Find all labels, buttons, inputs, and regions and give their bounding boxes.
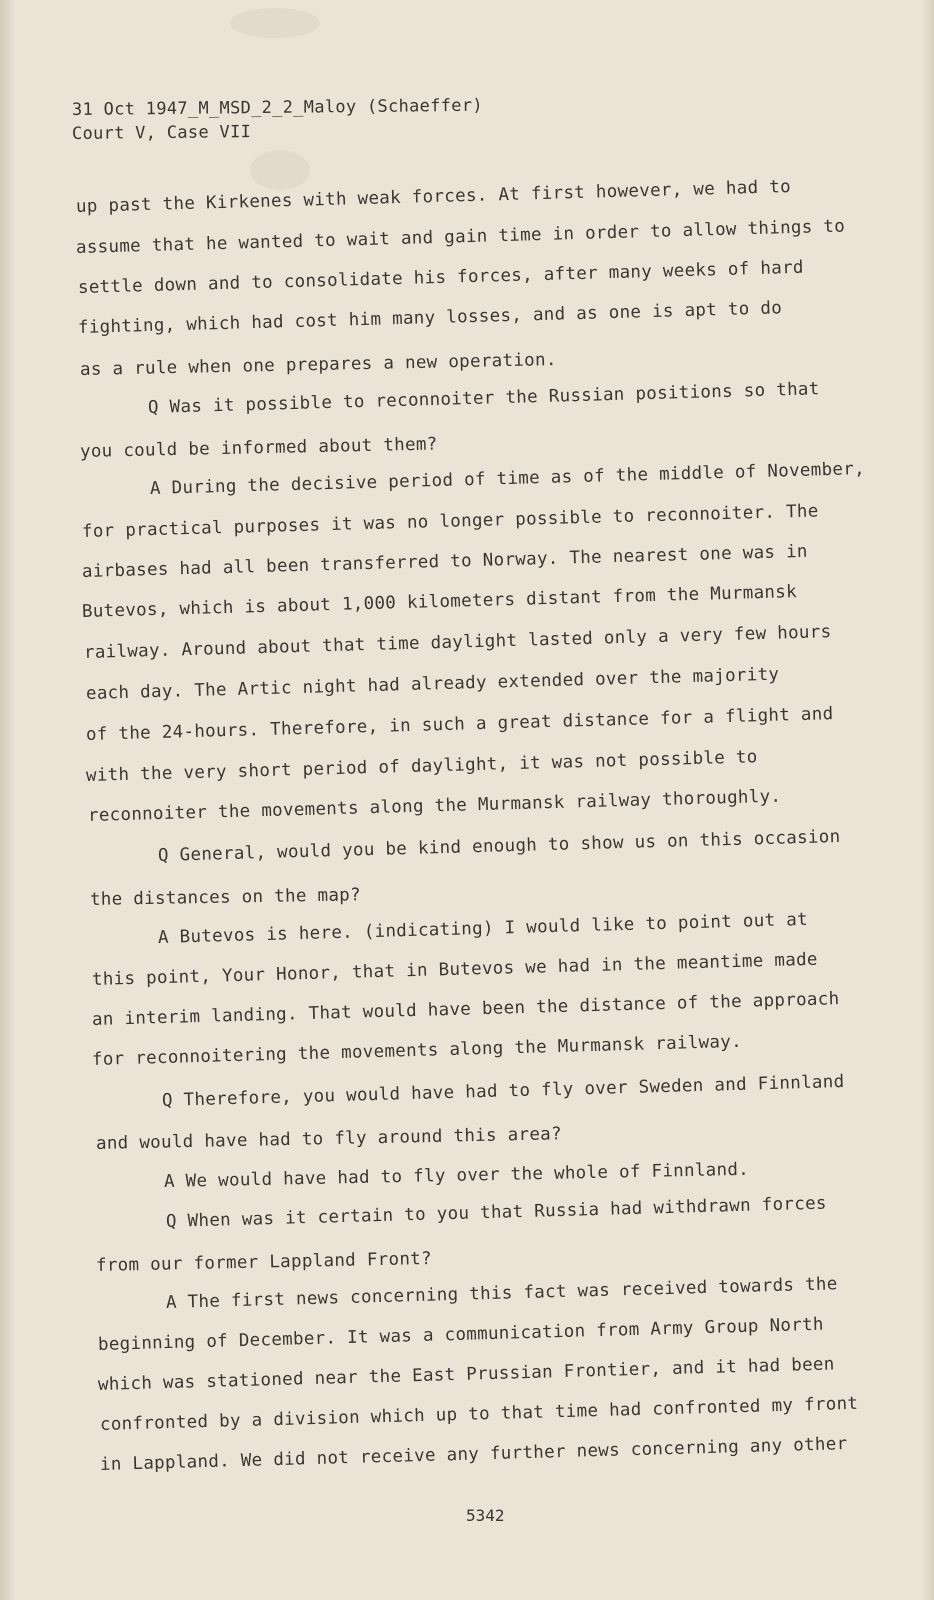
body-line-question: Q Was it possible to reconnoiter the Russian positions so that [147, 379, 820, 418]
body-line: which was stationed near the East Prussian Frontier, and it had been [97, 1354, 835, 1395]
body-line: this point, Your Honor, that in Butevos we had in the meantime made [91, 949, 819, 990]
header-line-1: 31 Oct 1947_M_MSD_2_2_Maloy (Schaeffer) [71, 95, 483, 120]
body-line: up past the Kirkenes with weak forces. At first however, we had to [75, 177, 792, 217]
body-line: as a rule when one prepares a new operation. [79, 350, 557, 380]
body-line-answer: A During the decisive period of time as of the middle of November, [149, 459, 866, 499]
page-left-edge [0, 0, 14, 1600]
page-number: 5342 [466, 1506, 505, 1525]
body-line: assume that he wanted to wait and gain time in order to allow things to [75, 216, 846, 258]
body-line: railway. Around about that time daylight lasted only a very few hours [83, 622, 832, 663]
body-line: the distances on the map? [89, 885, 362, 910]
body-line: confronted by a division which up to that time had confronted my front [99, 1393, 859, 1435]
paper-smudge [250, 150, 310, 190]
body-line: you could be informed about them? [79, 434, 438, 462]
body-line: and would have had to fly around this area? [95, 1124, 563, 1154]
body-line-question: Q General, would you be kind enough to show us on this occasion [157, 826, 841, 866]
body-line-question: Q When was it certain to you that Russia had withdrawn forces [165, 1193, 828, 1232]
body-line: with the very short period of daylight, it was not possible to [85, 747, 758, 786]
body-line: of the 24-hours. Therefore, in such a great distance for a flight and [85, 704, 834, 745]
body-line-answer: A We would have had to fly over the whole of Finnland. [163, 1159, 750, 1192]
page-right-edge [922, 0, 934, 1600]
body-line: Butevos, which is about 1,000 kilometers distant from the Murmansk [81, 582, 798, 622]
body-line: settle down and to consolidate his forces, after many weeks of hard [77, 257, 805, 298]
body-line: reconnoiter the movements along the Murmansk railway thoroughly. [87, 786, 782, 826]
body-line: from our former Lappland Front? [95, 1248, 433, 1276]
header-line-2: Court V, Case VII [71, 122, 252, 144]
body-line-answer: A Butevos is here. (indicating) I would like to point out at [157, 909, 809, 948]
body-line: fighting, which had cost him many losses, and as one is apt to do [77, 298, 783, 338]
body-line: an interim landing. That would have been the distance of the approach [91, 989, 840, 1030]
body-line-question: Q Therefore, you would have had to fly over Sweden and Finnland [161, 1071, 845, 1111]
body-line: for reconnoitering the movements along the Murmansk railway. [91, 1031, 743, 1070]
body-line: in Lappland. We did not receive any further news concerning any other [99, 1434, 848, 1475]
body-line-answer: A The first news concerning this fact was received towards the [165, 1274, 838, 1313]
body-line: each day. The Artic night had already extended over the majority [85, 664, 780, 704]
paper-smudge [230, 8, 320, 38]
body-line: for practical purposes it was no longer possible to reconnoiter. The [81, 501, 819, 542]
body-line: beginning of December. It was a communication from Army Group North [97, 1314, 825, 1355]
body-line: airbases had all been transferred to Norway. The nearest one was in [81, 541, 809, 582]
